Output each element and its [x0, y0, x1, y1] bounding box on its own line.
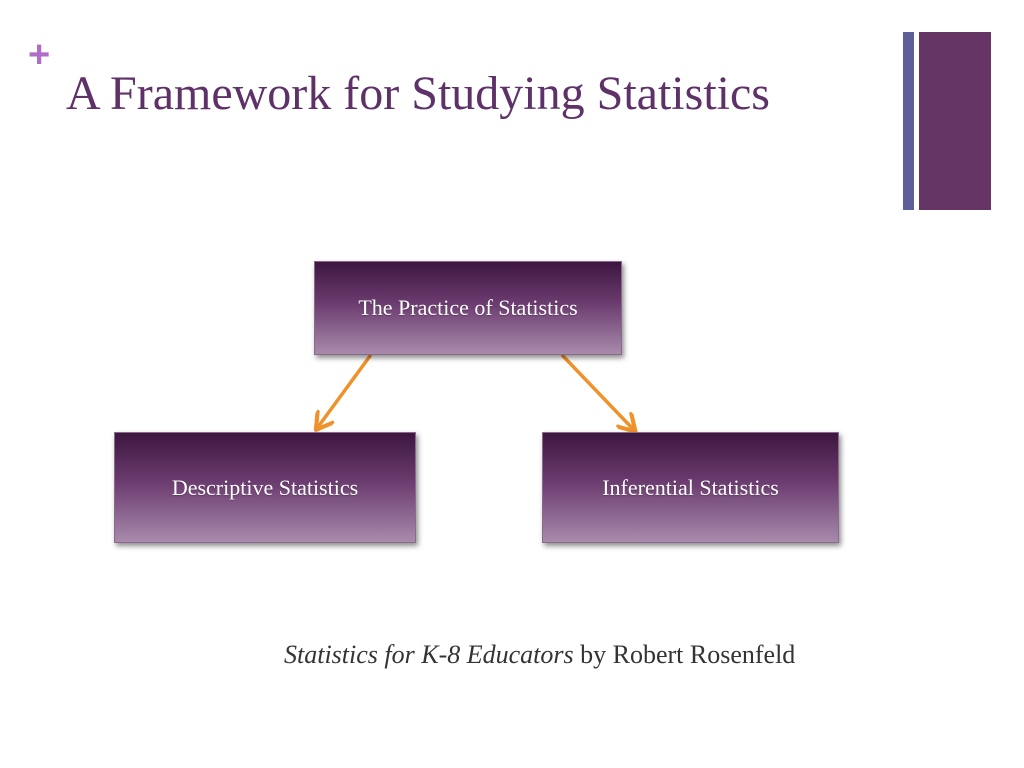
node-practice-of-statistics: [314, 261, 622, 355]
arrow-to-descriptive: [318, 356, 370, 427]
accent-bar-thick: [919, 32, 991, 210]
node-label: Inferential Statistics: [602, 474, 779, 500]
node-inferential-statistics: [542, 432, 839, 543]
plus-icon: +: [28, 34, 51, 76]
accent-bar-thin: [903, 32, 914, 210]
author-byline: by Robert Rosenfeld: [573, 640, 796, 669]
arrow-to-inferential: [563, 356, 633, 429]
slide-title: A Framework for Studying Statistics: [66, 67, 770, 120]
book-title: Statistics for K-8 Educators: [284, 640, 574, 669]
node-label: The Practice of Statistics: [358, 295, 578, 320]
node-descriptive-statistics: [114, 432, 416, 543]
citation: [284, 640, 795, 670]
node-label: Descriptive Statistics: [171, 474, 359, 500]
